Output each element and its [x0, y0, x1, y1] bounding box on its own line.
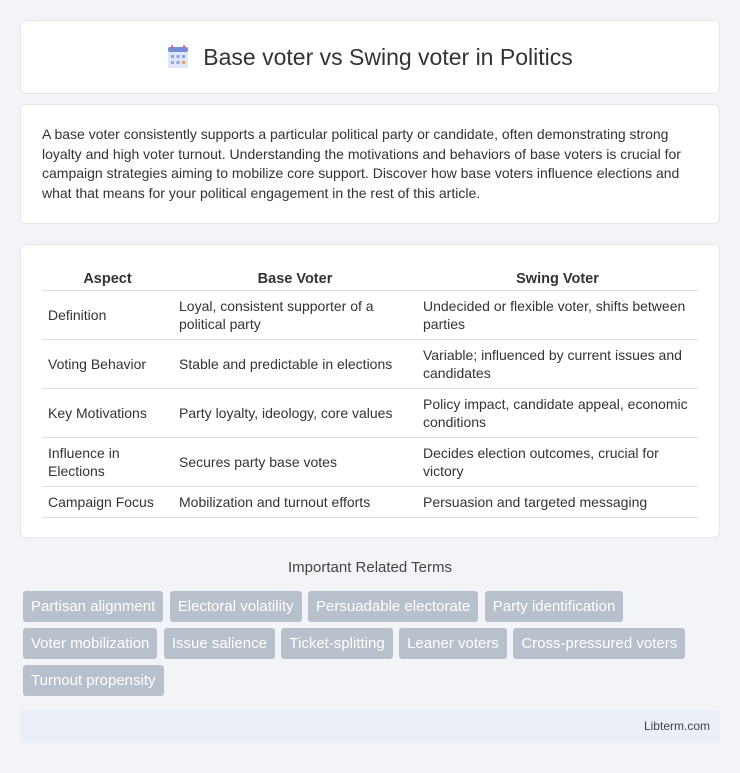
title-card	[20, 20, 720, 94]
intro-text: A base voter consistently supports a particular political party or candidate, often demonstrating strong loyalty and high voter turnout. Understanding the motivations and behaviors of base voters is crucial for campaign strategies aiming to mobilize core support. Discover how base voters influence elections and what that means for your political engagement in the rest of this article.	[42, 126, 681, 201]
intro-card	[20, 104, 720, 224]
related-term-tag[interactable]: Cross-pressured voters	[513, 628, 685, 659]
related-term-tag[interactable]: Voter mobilization	[23, 628, 157, 659]
related-term-tag[interactable]: Persuadable electorate	[308, 591, 478, 622]
related-terms-title: Important Related Terms	[288, 559, 452, 576]
header-swing-voter: Swing Voter	[417, 265, 698, 290]
row-aspect: Key Motivations	[42, 388, 173, 437]
table-header-row	[42, 265, 698, 290]
row-swing: Persuasion and targeted messaging	[417, 486, 698, 517]
row-swing: Variable; influenced by current issues and candidates	[417, 339, 698, 388]
row-base: Party loyalty, ideology, core values	[173, 388, 417, 437]
related-term-tag[interactable]: Leaner voters	[399, 628, 507, 659]
table-row	[42, 437, 698, 486]
row-swing: Decides election outcomes, crucial for victory	[417, 437, 698, 486]
document-icon	[167, 45, 189, 69]
row-swing: Undecided or flexible voter, shifts between parties	[417, 290, 698, 339]
related-terms-list	[23, 591, 723, 702]
related-term-tag[interactable]: Party identification	[485, 591, 624, 622]
comparison-card	[20, 244, 720, 538]
row-base: Secures party base votes	[173, 437, 417, 486]
footer	[20, 710, 720, 743]
related-term-tag[interactable]: Ticket-splitting	[281, 628, 392, 659]
row-aspect: Voting Behavior	[42, 339, 173, 388]
row-base: Stable and predictable in elections	[173, 339, 417, 388]
table-row	[42, 486, 698, 517]
page-title: Base voter vs Swing voter in Politics	[203, 43, 573, 70]
row-swing: Policy impact, candidate appeal, economic conditions	[417, 388, 698, 437]
row-aspect: Definition	[42, 290, 173, 339]
related-term-tag[interactable]: Electoral volatility	[170, 591, 302, 622]
row-aspect: Influence in Elections	[42, 437, 173, 486]
header-aspect: Aspect	[42, 265, 173, 290]
comparison-table	[42, 265, 698, 518]
related-term-tag[interactable]: Issue salience	[164, 628, 275, 659]
row-aspect: Campaign Focus	[42, 486, 173, 517]
table-row	[42, 339, 698, 388]
related-term-tag[interactable]: Partisan alignment	[23, 591, 163, 622]
table-row	[42, 388, 698, 437]
row-base: Mobilization and turnout efforts	[173, 486, 417, 517]
related-term-tag[interactable]: Turnout propensity	[23, 665, 164, 696]
row-base: Loyal, consistent supporter of a political party	[173, 290, 417, 339]
table-row	[42, 290, 698, 339]
header-base-voter: Base Voter	[173, 265, 417, 290]
footer-brand-link[interactable]: Libterm.com	[643, 719, 710, 733]
